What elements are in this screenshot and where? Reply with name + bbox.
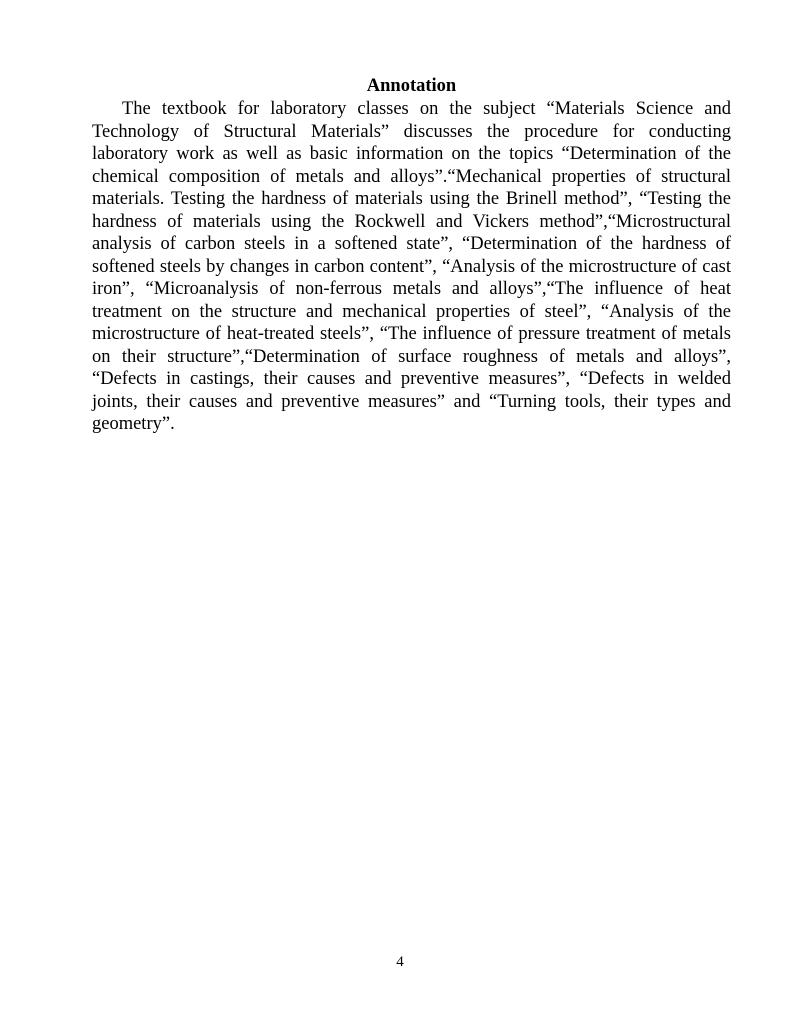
annotation-paragraph: The textbook for laboratory classes on the subject “Materials Science and Technology of Structural Materials” discusses the procedure for conducting laboratory work as well as basic information on the topics “Determination of the chemical composition of metals and alloys”.“Mechanical properties of structural materials. Testing the hardness of materials using the Brinell method”, “Testing the hardness of materials using the Rockwell and Vickers method”,“Microstructural analysis of carbon steels in a softened state”, “Determination of the hardness of softened steels by changes in carbon content”, “Analysis of the microstructure of cast iron”, “Microanalysis of non-ferrous metals and alloys”,“The influence of heat treatment on the structure and mechanical properties of steel”, “Analysis of the microstructure of heat-treated steels”, “The influence of pressure treatment of metals on their structure”,“Determination of surface roughness of metals and alloys”, “Defects in castings, their causes and preventive measures”, “Defects in welded joints, their causes and preventive measures” and “Turning tools, their types and geometry”. [92, 99, 731, 434]
annotation-heading: Annotation [366, 76, 457, 96]
annotation-section [92, 74, 731, 436]
page-number: 4 [396, 954, 404, 970]
